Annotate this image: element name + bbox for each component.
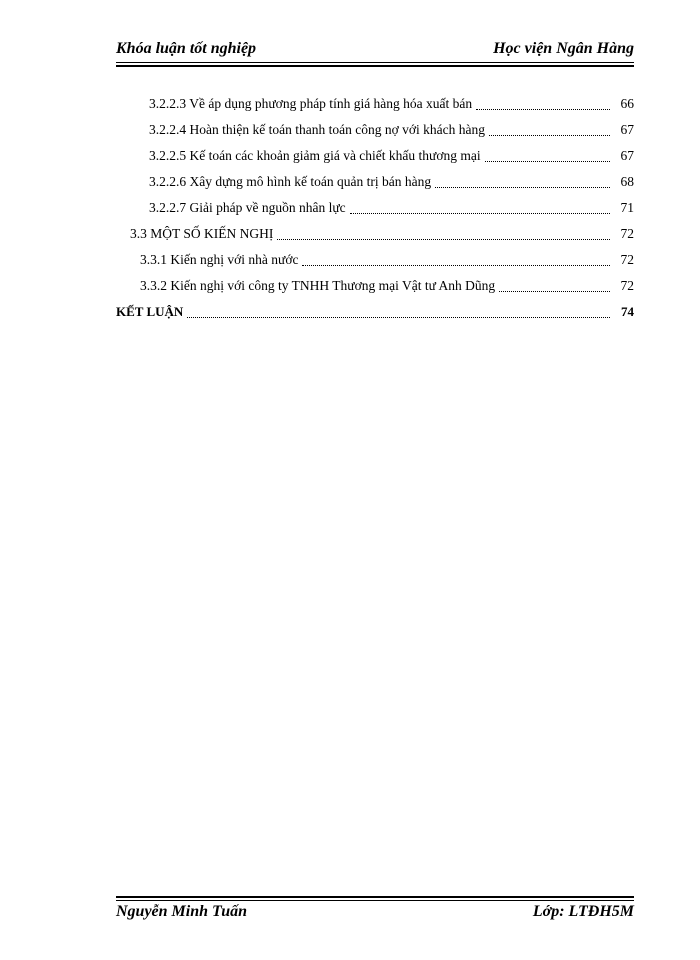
toc-entry-page: 72 bbox=[620, 226, 634, 241]
toc-entry[interactable] bbox=[149, 198, 634, 218]
header-institution: Học viện Ngân Hàng bbox=[493, 40, 634, 57]
toc-leader-dots bbox=[302, 264, 610, 266]
toc-entry-title: KẾT LUẬN bbox=[116, 304, 184, 319]
toc-entry-title: 3.2.2.6 Xây dựng mô hình kế toán quản trị bán hàng bbox=[149, 174, 432, 189]
page-header bbox=[116, 40, 634, 62]
toc-entry-page: 67 bbox=[620, 122, 634, 137]
toc-entry-title: 3.3.1 Kiến nghị với nhà nước bbox=[140, 252, 299, 267]
toc-entry[interactable] bbox=[140, 276, 634, 296]
toc-entry-page: 66 bbox=[620, 96, 634, 111]
toc-entry-page: 72 bbox=[620, 278, 634, 293]
footer-author: Nguyễn Minh Tuấn bbox=[116, 903, 247, 920]
toc-entry-title: 3.2.2.3 Về áp dụng phương pháp tính giá hàng hóa xuất bán bbox=[149, 96, 473, 111]
footer-divider bbox=[116, 896, 634, 901]
toc-leader-dots bbox=[187, 316, 610, 318]
toc-entry-title: 3.2.2.5 Kế toán các khoản giảm giá và chiết khấu thương mại bbox=[149, 148, 481, 163]
toc-entry[interactable] bbox=[149, 172, 634, 192]
toc-entry[interactable] bbox=[149, 146, 634, 166]
toc-entry-conclusion[interactable] bbox=[116, 302, 634, 322]
toc-leader-dots bbox=[485, 160, 610, 162]
toc-entry[interactable] bbox=[140, 250, 634, 270]
toc-entry[interactable] bbox=[149, 120, 634, 140]
toc-leader-dots bbox=[350, 212, 610, 214]
toc-entry[interactable] bbox=[149, 94, 634, 114]
header-thesis-title: Khóa luận tốt nghiệp bbox=[116, 40, 257, 57]
toc-entry-title: 3.2.2.4 Hoàn thiện kế toán thanh toán công nợ với khách hàng bbox=[149, 122, 485, 137]
toc-leader-dots bbox=[435, 186, 610, 188]
toc-leader-dots bbox=[476, 108, 610, 110]
toc-entry-page: 68 bbox=[620, 174, 634, 189]
toc-leader-dots bbox=[489, 134, 610, 136]
page-footer bbox=[116, 903, 634, 925]
toc-entry-title: 3.3 MỘT SỐ KIẾN NGHỊ bbox=[130, 226, 274, 241]
toc-entry[interactable] bbox=[130, 224, 634, 244]
toc-entry-title: 3.3.2 Kiến nghị với công ty TNHH Thương mại Vật tư Anh Dũng bbox=[140, 278, 496, 293]
toc-entry-page: 71 bbox=[620, 200, 634, 215]
toc-entry-page: 72 bbox=[620, 252, 634, 267]
toc-entry-page: 74 bbox=[621, 304, 634, 319]
toc-leader-dots bbox=[499, 290, 610, 292]
footer-class: Lớp: LTĐH5M bbox=[532, 903, 634, 920]
toc-entry-title: 3.2.2.7 Giải pháp về nguồn nhân lực bbox=[149, 200, 346, 215]
toc-entry-page: 67 bbox=[620, 148, 634, 163]
header-divider bbox=[116, 62, 634, 67]
toc-leader-dots bbox=[277, 238, 610, 240]
